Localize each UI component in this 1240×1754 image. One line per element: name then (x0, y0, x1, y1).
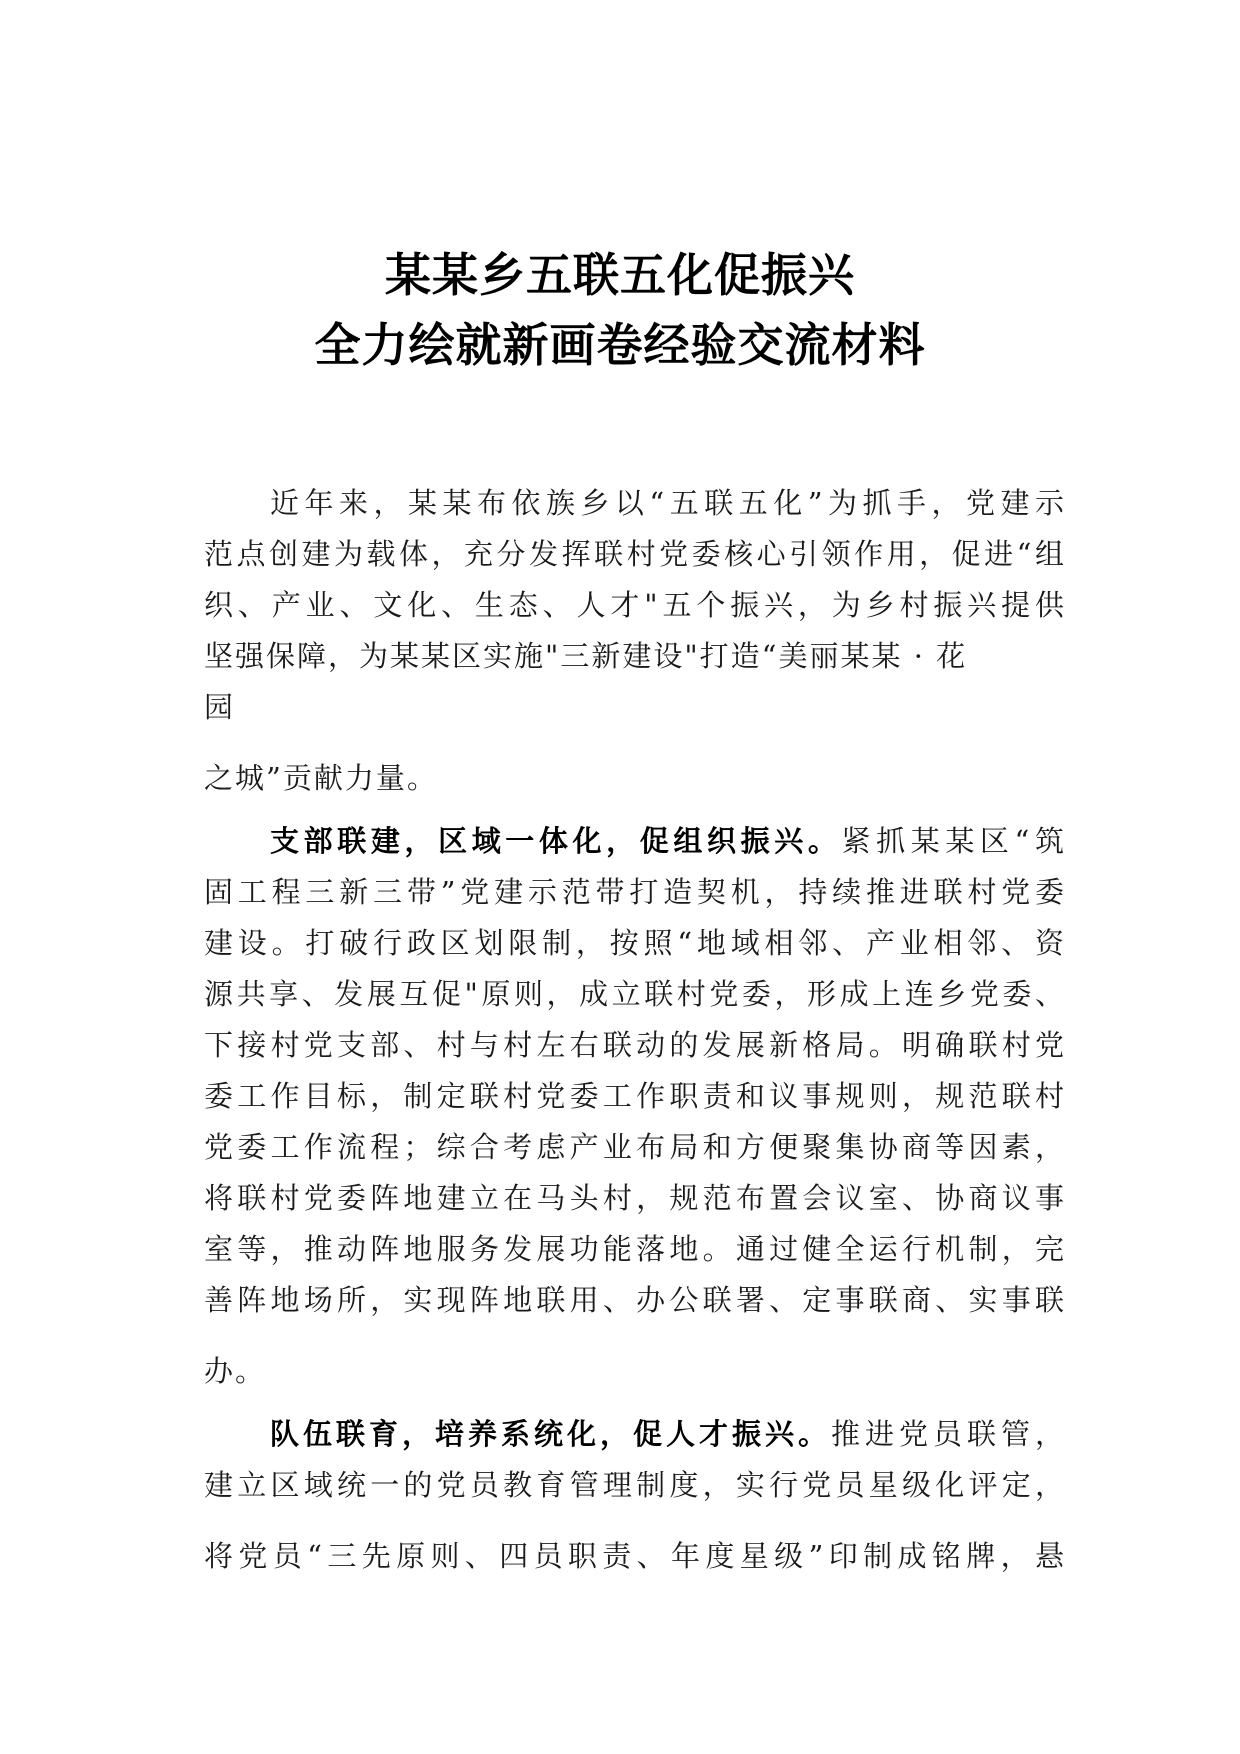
text-line-rest: 紧抓某某区“筑 (841, 824, 1066, 858)
text-line: 建设。打破行政区划限制，按照“地域相邻、产业相邻、资 (204, 926, 1066, 960)
text-line: 坚强保障，为某某区实施"三新建设"打造“美丽某某 · 花 (204, 639, 968, 673)
text-line: 之城”贡献力量。 (204, 761, 438, 795)
paragraph-lead: 队伍联育，培养系统化，促人才振兴。 (270, 1417, 831, 1451)
text-line (204, 816, 1066, 867)
text-line: 范点创建为载体，充分发挥联村党委核心引领作用，促进“组 (204, 537, 1066, 571)
line-gap (204, 1326, 1066, 1346)
text-line: 源共享、发展互促"原则，成立联村党委，形成上连乡党委、 (204, 977, 1066, 1011)
text-line: 党委工作流程；综合考虑产业布局和方便聚集协商等因素， (204, 1130, 1066, 1164)
text-line: 委工作目标，制定联村党委工作职责和议事规则，规范联村 (204, 1079, 1066, 1113)
text-line: 建立区域统一的党员教育管理制度，实行党员星级化评定， (204, 1468, 1066, 1502)
paragraph-gap (204, 804, 1066, 816)
text-line: 园 (204, 690, 236, 724)
title-line-1: 某某乡五联五化促振兴 (385, 248, 855, 302)
line-gap (204, 1511, 1066, 1531)
paragraph-organization (204, 816, 1066, 1397)
text-line: 办。 (204, 1354, 267, 1388)
text-line (204, 1409, 1066, 1460)
paragraph-intro (204, 478, 1066, 804)
paragraph-lead: 支部联建，区域一体化，促组织振兴。 (270, 824, 842, 858)
text-line: 将党员“三先原则、四员职责、年度星级”印制成铭牌，悬 (204, 1539, 1066, 1573)
line-gap (204, 733, 1066, 753)
text-line: 下接村党支部、村与村左右联动的发展新格局。明确联村党 (204, 1028, 1066, 1062)
paragraph-gap (204, 1397, 1066, 1409)
document-body (204, 478, 1066, 1582)
text-line: 织、产业、文化、生态、人才"五个振兴，为乡村振兴提供 (204, 588, 1066, 622)
title-line-2: 全力绘就新画卷经验交流材料 (314, 318, 926, 372)
paragraph-talent (204, 1409, 1066, 1582)
text-line: 固工程三新三带”党建示范带打造契机，持续推进联村党委 (204, 875, 1066, 909)
text-line: 室等，推动阵地服务发展功能落地。通过健全运行机制，完 (204, 1232, 1066, 1266)
text-line: 将联村党委阵地建立在马头村，规范布置会议室、协商议事 (204, 1181, 1066, 1215)
text-line: 近年来，某某布依族乡以“五联五化”为抓手，党建示 (270, 486, 1066, 520)
document-title (0, 240, 1240, 380)
text-line: 善阵地场所，实现阵地联用、办公联署、定事联商、实事联 (204, 1283, 1066, 1317)
text-line-rest: 推进党员联管， (830, 1417, 1066, 1451)
